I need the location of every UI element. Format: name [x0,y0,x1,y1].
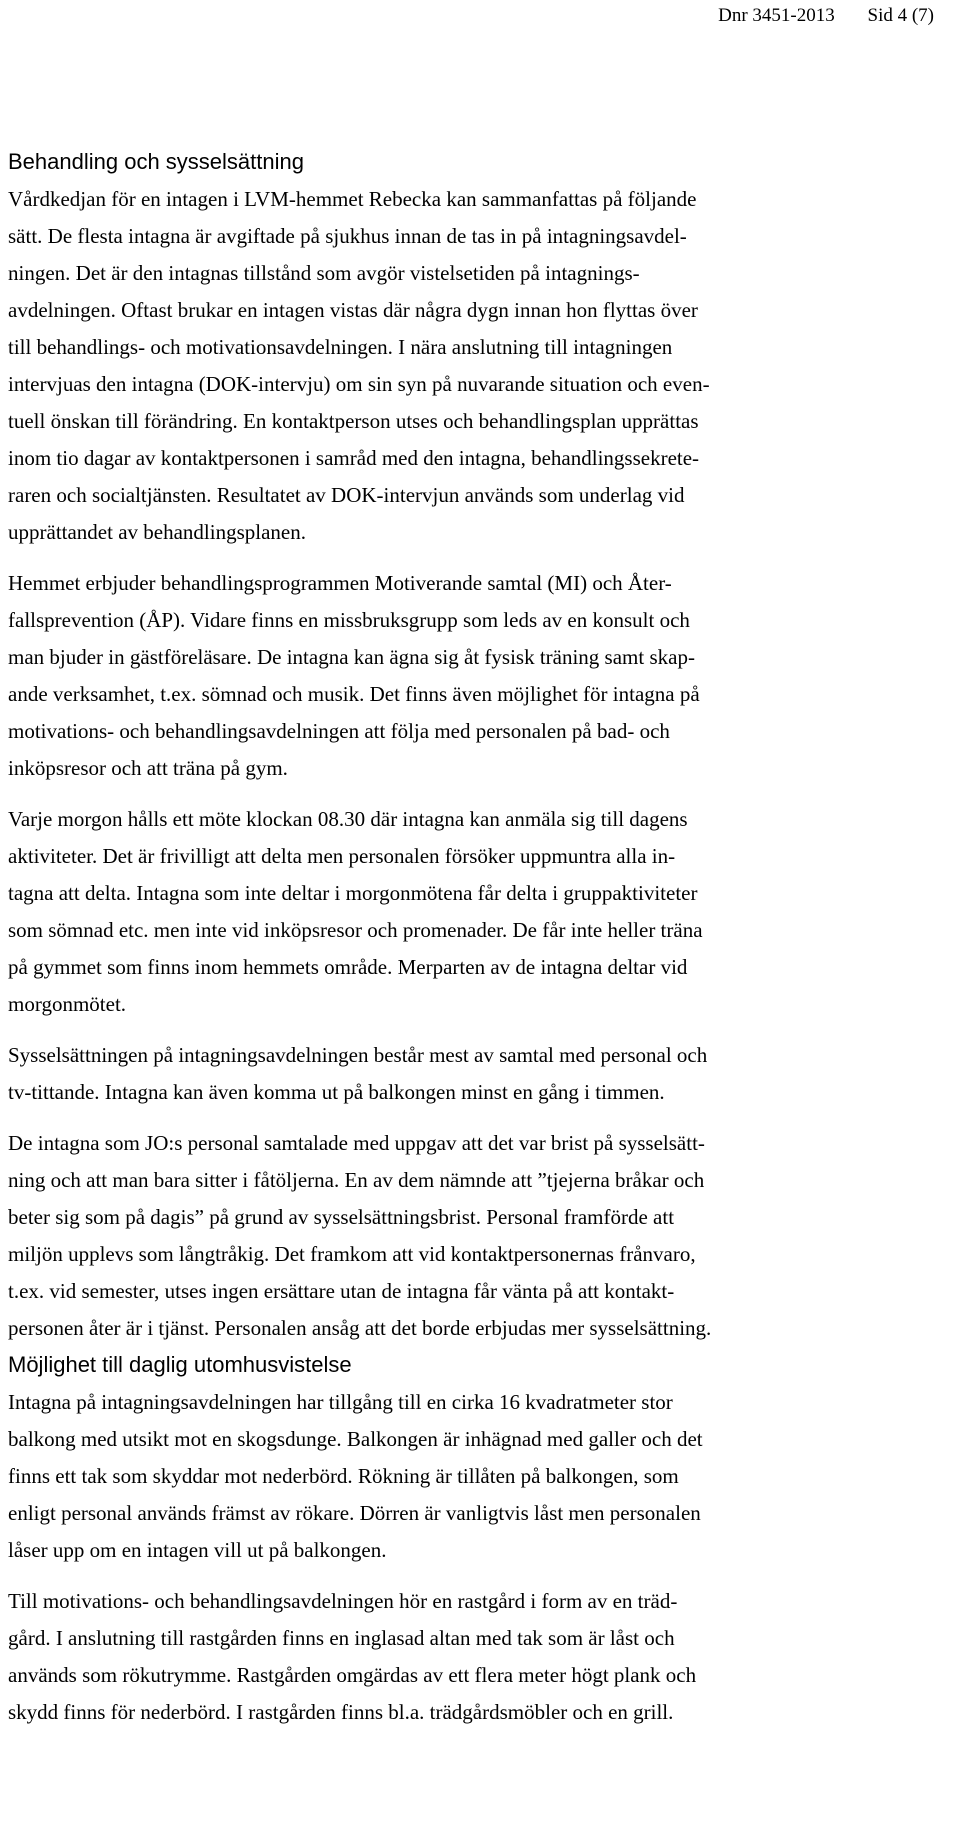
page-number: Sid 4 (7) [867,5,934,26]
paragraph: Varje morgon hålls ett möte klockan 08.30 där intagna kan anmäla sig till dagens aktiviteter. Det är frivilligt att delta men personalen försöker uppmuntra alla in- tagna att delta. Intagna som inte deltar i morgonmötena får delta i gruppaktiviteter som sömnad etc. men inte vid inköpsresor och promenader. De får inte heller träna på gymmet som finns inom hemmets område. Merparten av de intagna deltar vid morgonmötet. [8,807,703,1016]
page-header [718,4,934,28]
paragraph: Hemmet erbjuder behandlingsprogrammen Motiverande samtal (MI) och Åter- fallsprevention (ÅP). Vidare finns en missbruksgrupp som leds av en konsult och man bjuder in gästföreläsare. De intagna kan ägna sig åt fysisk träning samt skap- ande verksamhet, t.ex. sömnad och musik. Det finns även möjlighet för intagna på motivations- och behandlingsavdelningen att följa med personalen på bad- och inköpsresor och att träna på gym. [8,571,700,780]
paragraph: Intagna på intagningsavdelningen har tillgång till en cirka 16 kvadratmeter stor balkong med utsikt mot en skogsdunge. Balkongen är inhägnad med galler och det finns ett tak som skyddar mot nederbörd. Rökning är tillåten på balkongen, som enligt personal används främst av rökare. Dörren är vanligtvis låst men personalen låser upp om en intagen vill ut på balkongen. [8,1390,703,1562]
document-number: Dnr 3451-2013 [718,5,835,26]
paragraph: Till motivations- och behandlingsavdelningen hör en rastgård i form av en träd- gård. I anslutning till rastgården finns en inglasad altan med tak som är låst och används som rökutrymme. Rastgården omgärdas av ett flera meter högt plank och skydd finns för nederbörd. I rastgården finns bl.a. trädgårdsmöbler och en grill. [8,1589,697,1724]
section-heading: Behandling och sysselsättning [8,149,304,174]
paragraph: Vårdkedjan för en intagen i LVM-hemmet Rebecka kan sammanfattas på följande sätt. De flesta intagna är avgiftade på sjukhus innan de tas in på intagningsavdel- ningen. Det är den intagnas tillstånd som avgör vistelsetiden på intagnings- avdelningen. Oftast brukar en intagen vistas där några dygn innan hon flyttas över till behandlings- och motivationsavdelningen. I nära anslutning till intagningen intervjuas den intagna (DOK-intervju) om sin syn på nuvarande situation och even- tuell önskan till förändring. En kontaktperson utses och behandlingsplan upprättas inom tio dagar av kontaktpersonen i samråd med den intagna, behandlingssekrete- raren och socialtjänsten. Resultatet av DOK-intervjun används som underlag vid upprättandet av behandlingsplanen. [8,187,710,544]
paragraph: Sysselsättningen på intagningsavdelningen består mest av samtal med personal och tv-tittande. Intagna kan även komma ut på balkongen minst en gång i timmen. [8,1043,708,1104]
paragraph: De intagna som JO:s personal samtalade med uppgav att det var brist på sysselsätt- ning och att man bara sitter i fåtöljerna. En av dem nämnde att ”tjejerna bråkar och beter sig som på dagis” på grund av sysselsättningsbrist. Personal framförde att miljön upplevs som långtråkig. Det framkom att vid kontaktpersonernas frånvaro, t.ex. vid semester, utses ingen ersättare utan de intagna får vänta på att kontakt- personen åter är i tjänst. Personalen ansåg att det borde erbjudas mer sysselsättning. [8,1131,712,1340]
section-outdoor-stay [8,1351,920,1731]
document-body [8,148,920,1731]
section-heading: Möjlighet till daglig utomhusvistelse [8,1352,352,1377]
section-treatment-and-occupation [8,148,920,1347]
